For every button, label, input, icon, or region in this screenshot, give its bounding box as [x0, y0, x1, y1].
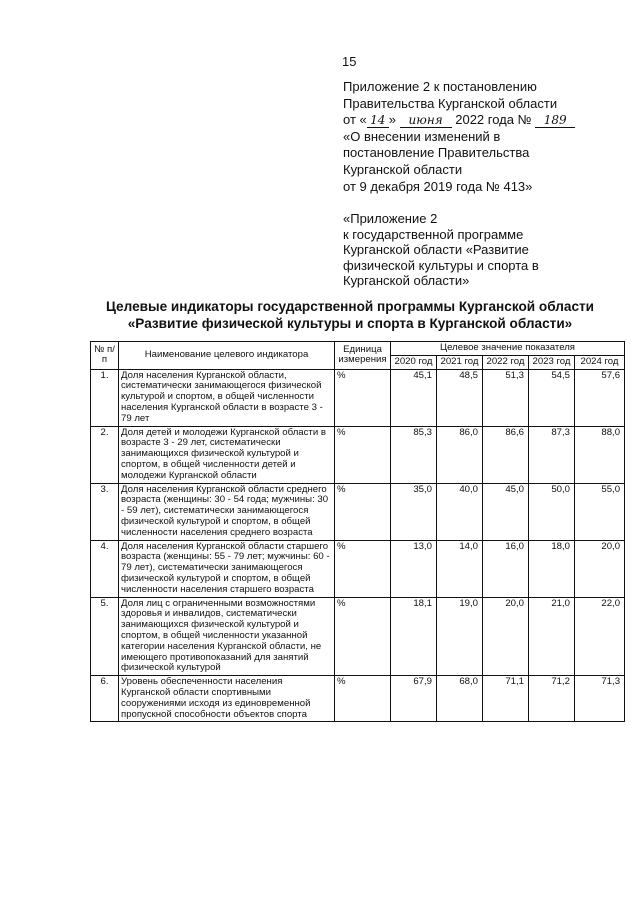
row-value-2023: 18,0: [529, 540, 575, 597]
appendix-date-line: [343, 112, 623, 129]
row-value-2020: 67,9: [391, 676, 437, 722]
row-value-2021: 40,0: [437, 483, 483, 540]
appendix-original-line-1: «Приложение 2: [343, 211, 438, 226]
indicators-table: [90, 341, 625, 722]
row-value-2024: 71,3: [575, 676, 625, 722]
appendix-line-6: Курганской области: [343, 161, 463, 177]
header-year: 2024 год: [575, 355, 625, 369]
table-row: [91, 369, 625, 426]
row-unit: %: [335, 540, 391, 597]
appendix-original: [343, 211, 623, 289]
row-value-2020: 45,1: [391, 369, 437, 426]
row-value-2020: 35,0: [391, 483, 437, 540]
row-unit: %: [335, 426, 391, 483]
header-year: 2023 год: [529, 355, 575, 369]
table-row: [91, 597, 625, 676]
table-header-row: [91, 342, 625, 356]
row-value-2021: 86,0: [437, 426, 483, 483]
handwritten-number: 189: [535, 114, 575, 128]
appendix-original-line-4: физической культуры и спорта в: [343, 257, 539, 273]
appendix-original-line-5: Курганской области»: [343, 273, 470, 288]
appendix-line-7: от 9 декабря 2019 года № 413»: [343, 178, 533, 194]
row-number: 2.: [91, 426, 119, 483]
date-year: 2022 года №: [455, 112, 532, 128]
row-value-2024: 88,0: [575, 426, 625, 483]
table-row: [91, 676, 625, 722]
row-name: Доля населения Курганской области среднего возраста (женщины: 30 - 54 года; мужчины: 30 - 59 лет), систематически занимающегося физической культурой и спортом, в общей численности населения среднего возраста: [119, 483, 335, 540]
row-number: 6.: [91, 676, 119, 722]
row-value-2022: 71,1: [483, 676, 529, 722]
table-title-line-2: «Развитие физической культуры и спорта в Курганской области»: [127, 316, 573, 331]
row-value-2021: 19,0: [437, 597, 483, 676]
row-number: 3.: [91, 483, 119, 540]
row-value-2021: 48,5: [437, 369, 483, 426]
table-row: [91, 426, 625, 483]
appendix-header: [343, 79, 623, 195]
appendix-original-line-2: к государственной программе: [343, 226, 524, 242]
header-year: 2020 год: [391, 355, 437, 369]
table-row: [91, 483, 625, 540]
row-number: 1.: [91, 369, 119, 426]
row-value-2023: 87,3: [529, 426, 575, 483]
row-value-2020: 18,1: [391, 597, 437, 676]
row-value-2021: 68,0: [437, 676, 483, 722]
row-unit: %: [335, 676, 391, 722]
row-value-2023: 54,5: [529, 369, 575, 426]
row-number: 5.: [91, 597, 119, 676]
row-value-2024: 22,0: [575, 597, 625, 676]
handwritten-day: 14: [367, 114, 389, 128]
row-unit: %: [335, 597, 391, 676]
row-value-2024: 57,6: [575, 369, 625, 426]
row-name: Доля населения Курганской области, систематически занимающегося физической культурой и спортом, в общей численности населения Курганской области в возрасте 3 - 79 лет: [119, 369, 335, 426]
page-number: 15: [342, 54, 357, 69]
row-value-2021: 14,0: [437, 540, 483, 597]
row-value-2022: 20,0: [483, 597, 529, 676]
table-row: [91, 540, 625, 597]
header-number: № п/п: [91, 342, 119, 370]
header-name: Наименование целевого индикатора: [119, 342, 335, 370]
row-name: Доля населения Курганской области старшего возраста (женщины: 55 - 79 лет; мужчины: 60 - 79 лет), систематически занимающегося физической культурой и спортом, в общей численности населения старшего возраста: [119, 540, 335, 597]
header-year: 2021 год: [437, 355, 483, 369]
appendix-original-line-3: Курганской области «Развитие: [343, 242, 529, 257]
row-value-2022: 51,3: [483, 369, 529, 426]
appendix-line-1: Приложение 2 к постановлению: [343, 79, 537, 94]
row-name: Доля детей и молодежи Курганской области в возрасте 3 - 29 лет, систематически занимающихся физической культурой и спортом, в общей численности детей и молодежи Курганской области: [119, 426, 335, 483]
date-prefix: от «: [343, 112, 367, 128]
row-value-2023: 71,2: [529, 676, 575, 722]
table-title: [90, 298, 610, 332]
row-value-2024: 20,0: [575, 540, 625, 597]
row-value-2023: 21,0: [529, 597, 575, 676]
row-value-2022: 45,0: [483, 483, 529, 540]
header-year: 2022 год: [483, 355, 529, 369]
row-unit: %: [335, 483, 391, 540]
row-value-2024: 55,0: [575, 483, 625, 540]
row-value-2023: 50,0: [529, 483, 575, 540]
table-title-line-1: Целевые индикаторы государственной программы Курганской области: [105, 299, 595, 314]
row-number: 4.: [91, 540, 119, 597]
row-value-2020: 85,3: [391, 426, 437, 483]
row-value-2020: 13,0: [391, 540, 437, 597]
handwritten-month: июня: [400, 114, 452, 128]
row-value-2022: 16,0: [483, 540, 529, 597]
row-unit: %: [335, 369, 391, 426]
appendix-line-5: постановление Правительства: [343, 145, 530, 161]
row-name: Уровень обеспеченности населения Курганской области спортивными сооружениями исходя из единовременной пропускной способности объектов спорта: [119, 676, 335, 722]
header-target-group: Целевое значение показателя: [391, 342, 625, 356]
row-name: Доля лиц с ограниченными возможностями здоровья и инвалидов, систематически занимающихся физической культурой и спортом, в общей численности указанной категории населения Курганской области, не имеющего противопоказаний для занятий физической культурой: [119, 597, 335, 676]
appendix-line-4: «О внесении изменений в: [343, 128, 501, 144]
row-value-2022: 86,6: [483, 426, 529, 483]
header-unit: Единица измерения: [335, 342, 391, 370]
appendix-line-2: Правительства Курганской области: [343, 95, 558, 111]
date-quote-close: »: [388, 112, 396, 128]
